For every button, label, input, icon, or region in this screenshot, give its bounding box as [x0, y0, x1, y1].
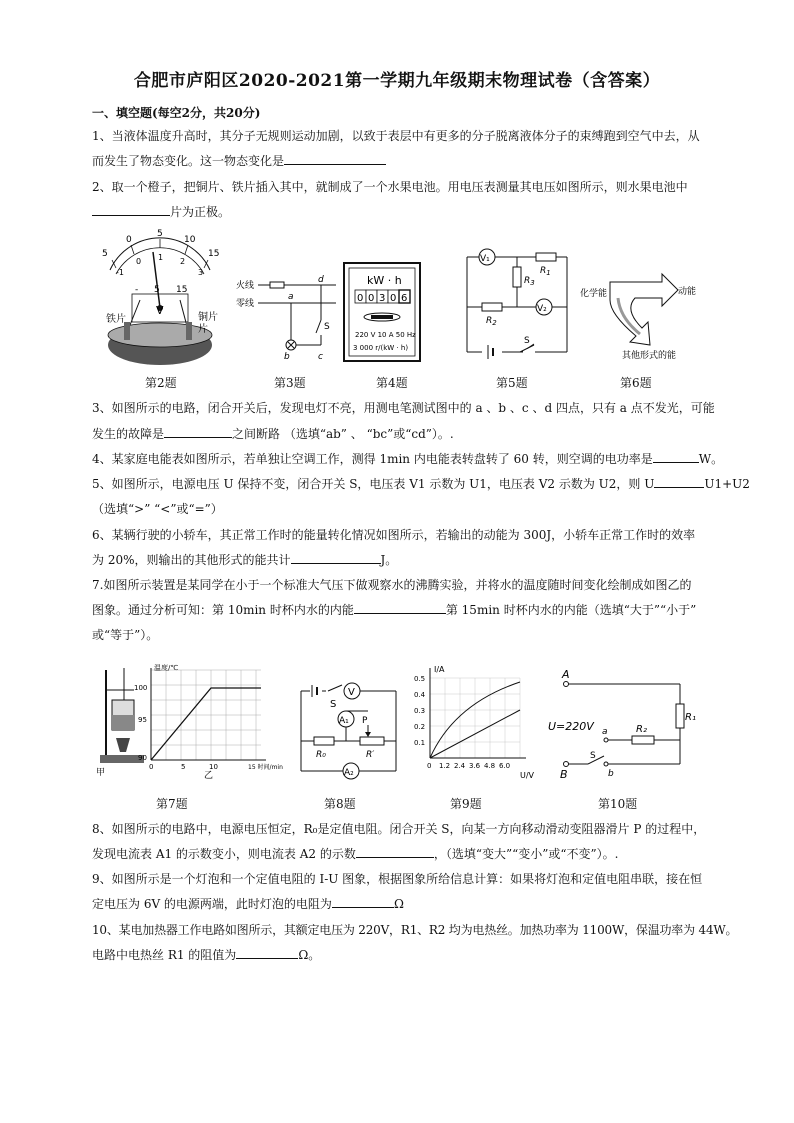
meter-unit: kW · h: [367, 274, 402, 287]
y-axis-label: I/A: [434, 665, 445, 674]
page-title: 合肥市庐阳区2020-2021第一学期九年级期末物理试卷（含答案）: [133, 71, 661, 91]
switch-label: S: [324, 322, 330, 332]
copper-label-2: 片: [198, 324, 208, 335]
figure-caption: 第7题: [156, 797, 188, 811]
scale-top-label: 0: [126, 235, 132, 245]
q10-line2: 电路中电热丝 R1 的阻值为 Ω。: [92, 948, 321, 962]
q7-line1: 7.如图所示装置是某同学在小于一个标准大气压下做观察水的沸腾实验，并将水的温度随时间变化绘制成如图乙的: [92, 578, 692, 592]
voltmeter-label: V: [348, 687, 355, 698]
resistor-r3: [513, 267, 521, 287]
resistor-r2: [482, 303, 502, 311]
q5-line2: （选填“>” “<”或“=”）: [92, 502, 223, 516]
graph-label: 乙: [204, 771, 214, 781]
y-axis-label: 温度/℃: [154, 664, 179, 672]
answer-blank[interactable]: [92, 204, 170, 216]
x-tick: 0: [149, 763, 154, 771]
section-heading: 一、填空题(每空2分，共20分): [92, 106, 261, 120]
y-tick: 0.5: [414, 675, 426, 683]
figure-6-energy-flow: [580, 270, 698, 365]
scale-top-label: 15: [208, 249, 220, 259]
answer-blank[interactable]: [354, 602, 446, 614]
switch-label: S: [590, 751, 596, 761]
y-tick: 0.3: [414, 707, 426, 715]
x-tick: 15 时间/min: [248, 764, 283, 771]
contact-b: b: [608, 769, 614, 779]
answer-blank[interactable]: [332, 896, 394, 908]
q6-line1: 6、某辆行驶的小轿车，其正常工作时的能量转化情况如图所示，若输出的动能为 300J，小轿车正常工作时的效率: [92, 528, 696, 542]
answer-blank[interactable]: [164, 426, 232, 438]
scale-bottom-label: 3: [198, 268, 204, 277]
r3-label: $R_3$: [524, 276, 535, 287]
figure-8-circuit: [296, 683, 404, 783]
figure-10-heater-circuit: [548, 668, 696, 781]
resistor-r1: [536, 253, 556, 261]
voltage-label: U=220V: [548, 720, 594, 733]
copper-label: 铜片: [198, 312, 218, 323]
x-tick: 5: [181, 763, 186, 771]
answer-blank[interactable]: [653, 451, 699, 463]
x-tick: 0: [427, 762, 432, 770]
r2-label: $R_2$: [486, 316, 497, 327]
meter-digit: 0: [357, 293, 364, 304]
live-wire-label: 火线: [236, 281, 255, 291]
v2-label: V₂: [537, 304, 547, 314]
y-tick: 0.2: [414, 723, 426, 731]
x-tick: 1.2: [439, 762, 451, 770]
point-a: a: [288, 292, 294, 302]
x-tick: 4.8: [484, 762, 496, 770]
temperature-curve: [151, 688, 261, 760]
point-d: d: [318, 275, 324, 285]
meter-rev: 3 000 r/(kW · h): [353, 344, 409, 352]
r2-label: R₂: [636, 724, 647, 735]
other-energy-label: 其他形式的能: [622, 351, 677, 361]
scale-bottom-label: 2: [180, 257, 186, 266]
figure-caption: 第3题: [274, 376, 306, 390]
q4-line: 4、某家庭电能表如图所示，若单独让空调工作，测得 1min 内电能表转盘转了 60 转，则空调的电功率是 W。: [92, 452, 724, 466]
q2-line1: 2、取一个橙子，把铜片、铁片插入其中，就制成了一个水果电池。用电压表测量其电压如图所示，则水果电池中: [92, 180, 688, 194]
neutral-wire-label: 零线: [236, 299, 255, 309]
meter-spec: 220 V 10 A 50 Hz: [355, 331, 416, 339]
terminal-minus: -: [135, 285, 139, 295]
rheostat-label: R′: [366, 750, 375, 760]
q7-line2: 图象。通过分析可知：第 10min 时杯内水的内能 第 15min 时杯内水的内能（选填“大于”“小于”: [92, 603, 697, 617]
x-tick: 10: [209, 763, 218, 771]
q9-line2: 定电压为 6V 的电源两端，此时灯泡的电阻为 Ω: [92, 897, 404, 911]
figure-3-lamp-circuit: [236, 275, 341, 363]
q9-line1: 9、如图所示是一个灯泡和一个定值电阻的 I-U 图象，根据图象所给信息计算：如果将灯泡和定值电阻串联，接在恒: [92, 872, 703, 886]
switch-label: S: [524, 336, 530, 346]
q8-line1: 8、如图所示的电路中，电源电压恒定，R₀是定值电阻。闭合开关 S，向某一方向移动滑动变阻器滑片 P 的过程中，: [92, 822, 706, 836]
answer-blank[interactable]: [291, 552, 381, 564]
figure-caption: 第10题: [598, 797, 638, 811]
figure-9-iu-graph: [414, 664, 536, 782]
kinetic-energy-label: 动能: [678, 287, 697, 297]
terminal-15: 15: [176, 285, 188, 295]
chem-energy-label: 化学能: [580, 289, 608, 299]
q8-line2: 发现电流表 A1 的示数变小，则电流表 A2 的示数 ，（选填“变大”“变小”或“不变”）。.: [92, 847, 619, 861]
y-tick: 100: [134, 684, 148, 692]
q2-line2: 片为正极。: [92, 204, 230, 220]
y-tick: 95: [138, 716, 147, 724]
y-tick: 0.4: [414, 691, 426, 699]
terminal-b: B: [560, 768, 568, 781]
scale-top-label: 10: [184, 235, 196, 245]
figure-caption: 第6题: [620, 376, 652, 390]
figure-7-boiling: [96, 660, 286, 780]
q1-line2: 而发生了物态变化。这一物态变化是: [92, 153, 386, 169]
q3-line1: 3、如图所示的电路，闭合开关后，发现电灯不亮，用测电笔测试图中的 a 、b 、c 、d 四点，只有 a 点不发光，可能: [92, 401, 715, 415]
q10-line1: 10、某电加热器工作电路如图所示，其额定电压为 220V，R1、R2 均为电热丝。加热功率为 1100W，保温功率为 44W。: [92, 923, 738, 937]
terminal-5: 5: [154, 285, 160, 295]
figure-4-energy-meter: [343, 262, 421, 362]
figure-caption: 第8题: [324, 797, 356, 811]
answer-blank[interactable]: [284, 153, 386, 165]
r0-label: R₀: [316, 750, 326, 760]
meter-unit: V: [156, 304, 164, 317]
meter-digit: 0: [390, 293, 397, 304]
q5-line1: 5、如图所示，电源电压 U 保持不变，闭合开关 S，电压表 V1 示数为 U1，电压表 V2 示数为 U2，则 U U1+U2: [92, 477, 750, 491]
meter-digit: 3: [379, 293, 386, 304]
meter-digit: 0: [368, 293, 375, 304]
scale-bottom-label: 0: [136, 257, 142, 266]
scale-top-label: 5: [102, 249, 108, 259]
slider-label: P: [362, 716, 368, 726]
x-axis-label: U/V: [520, 771, 535, 780]
ammeter-a2-label: A₂: [344, 768, 354, 778]
x-tick: 2.4: [454, 762, 466, 770]
answer-blank[interactable]: [356, 846, 434, 858]
figure-5-circuit: [462, 247, 572, 362]
scale-top-label: 5: [157, 229, 163, 239]
point-c: c: [318, 352, 323, 362]
v1-label: V₁: [480, 254, 490, 264]
x-tick: 6.0: [499, 762, 511, 770]
point-b: b: [284, 352, 290, 362]
figure-caption: 第2题: [145, 376, 177, 390]
q3-line2: 发生的故障是 之间断路 （选填“ab” 、 “bc”或“cd”）。.: [92, 427, 454, 441]
q7-line3: 或“等于”）。: [92, 628, 159, 642]
iron-label: 铁片: [106, 314, 126, 325]
terminal-a: A: [562, 668, 570, 681]
ammeter-a1-label: A₁: [339, 716, 349, 726]
r1-label: $R_1$: [540, 266, 551, 277]
contact-a: a: [602, 727, 608, 737]
answer-blank[interactable]: [654, 476, 704, 488]
meter-digit: 6: [401, 293, 408, 304]
figure-2-voltmeter: [98, 230, 223, 370]
x-tick: 3.6: [469, 762, 481, 770]
figure-caption: 第4题: [376, 376, 408, 390]
switch-label: S: [330, 699, 337, 710]
y-tick: 0.1: [414, 739, 426, 747]
y-tick: 90: [138, 754, 147, 762]
scale-bottom-label: -1: [116, 268, 124, 277]
q1-line1: 1、当液体温度升高时，其分子无规则运动加剧，以致于表层中有更多的分子脱离液体分子的束缚跑到空气中去，从: [92, 129, 700, 143]
figure-caption: 第5题: [496, 376, 528, 390]
answer-blank[interactable]: [236, 947, 298, 959]
q6-line2: 为 20%，则输出的其他形式的能共计 J。: [92, 553, 398, 567]
scale-bottom-label: 1: [158, 253, 164, 262]
figure-caption: 第9题: [450, 797, 482, 811]
apparatus-label: 甲: [96, 768, 106, 778]
r1-label: R₁: [685, 712, 696, 723]
